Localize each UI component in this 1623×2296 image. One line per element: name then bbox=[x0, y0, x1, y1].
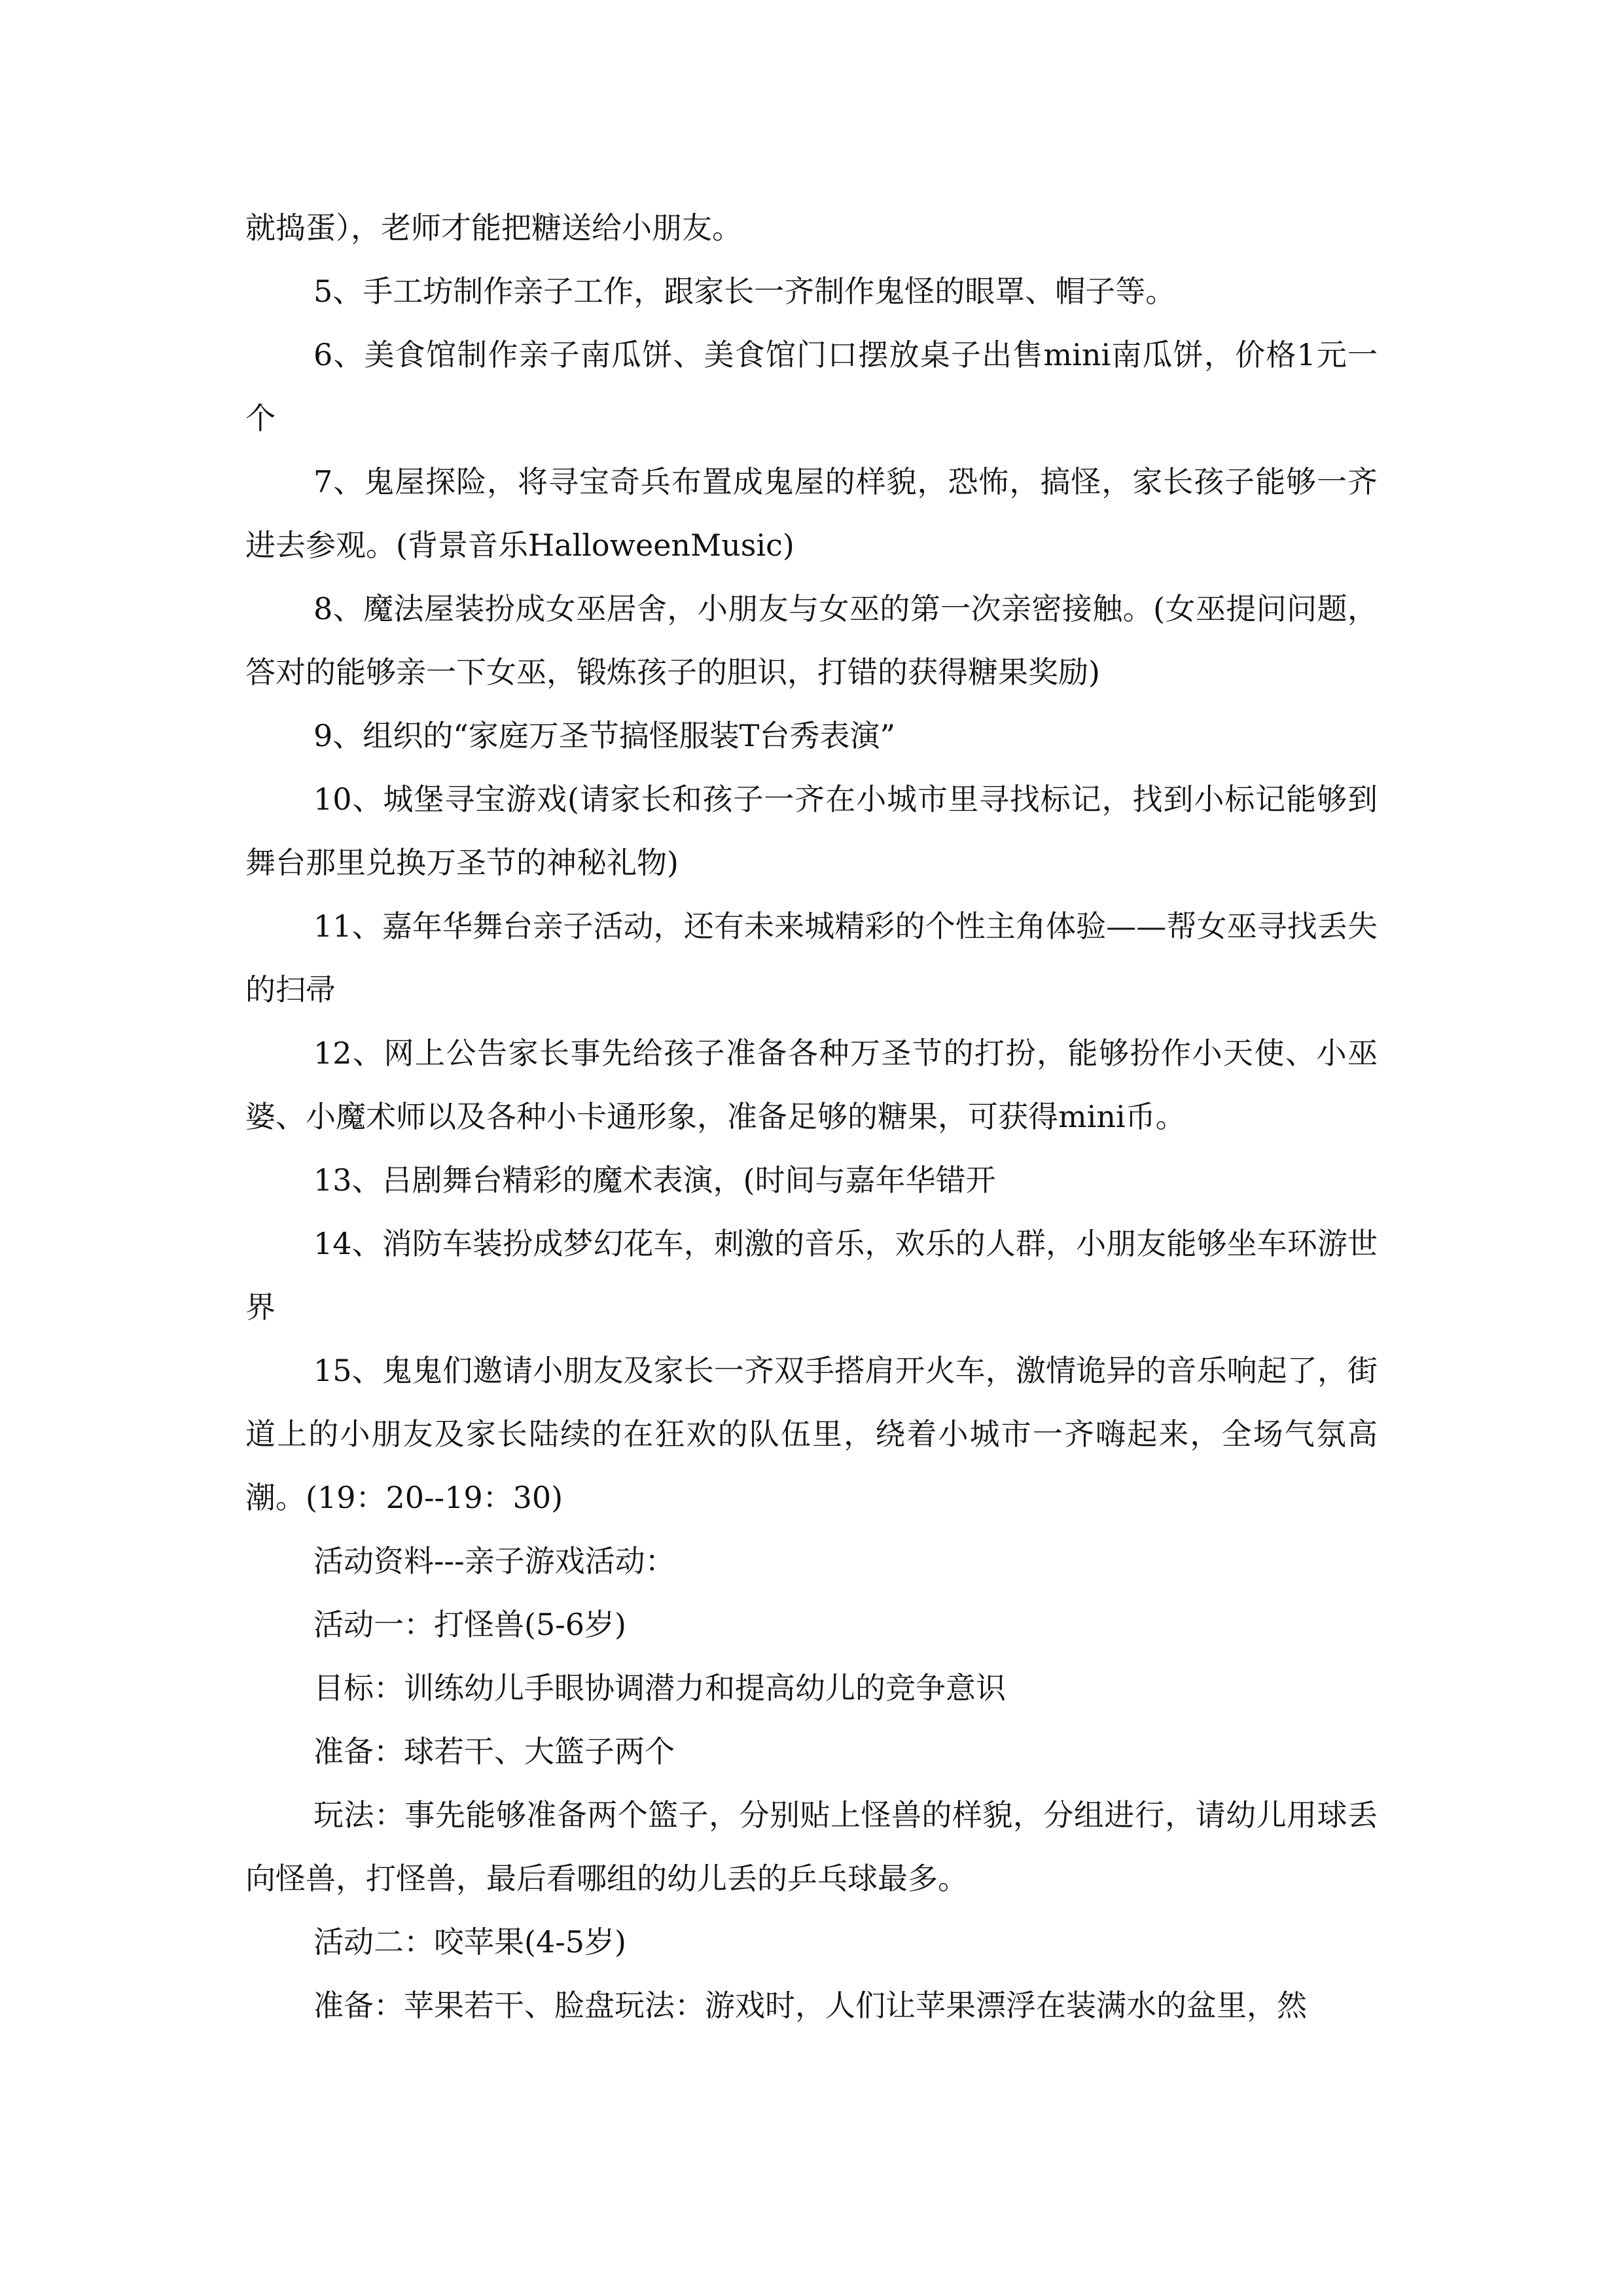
activity-one-goal: 目标：训练幼儿手眼协调潜力和提高幼儿的竞争意识 bbox=[313, 1670, 1006, 1706]
paragraph-item-5: 5、手工坊制作亲子工作，跟家长一齐制作鬼怪的眼罩、帽子等。 bbox=[313, 274, 1176, 309]
activity-one-rules: 玩法：事先能够准备两个篮子，分别贴上怪兽的样貌，分组进行，请幼儿用球丢向怪兽，打怪兽，最后看哪组的幼儿丢的乒乓球最多。 bbox=[245, 1797, 1378, 1896]
document-body bbox=[245, 196, 1378, 2037]
paragraph-item-14: 14、消防车装扮成梦幻花车，刺激的音乐，欢乐的人群，小朋友能够坐车环游世界 bbox=[245, 1226, 1378, 1325]
activity-one-preparation: 准备：球若干、大篮子两个 bbox=[313, 1734, 675, 1769]
activity-one-title: 活动一：打怪兽(5-6岁) bbox=[313, 1607, 626, 1642]
paragraph-item-7: 7、鬼屋探险，将寻宝奇兵布置成鬼屋的样貌，恐怖，搞怪，家长孩子能够一齐进去参观。(背景音乐HalloweenMusic) bbox=[245, 464, 1378, 563]
paragraph-item-11: 11、嘉年华舞台亲子活动，还有未来城精彩的个性主角体验——帮女巫寻找丢失的扫帚 bbox=[245, 908, 1378, 1007]
paragraph-item-10: 10、城堡寻宝游戏(请家长和孩子一齐在小城市里寻找标记，找到小标记能够到舞台那里兑换万圣节的神秘礼物) bbox=[245, 781, 1378, 880]
paragraph-item-12: 12、网上公告家长事先给孩子准备各种万圣节的打扮，能够扮作小天使、小巫婆、小魔术师以及各种小卡通形象，准备足够的糖果，可获得mini币。 bbox=[245, 1035, 1378, 1134]
paragraph-item-9: 9、组织的“家庭万圣节搞怪服装T台秀表演” bbox=[313, 718, 895, 753]
paragraph-item-13: 13、吕剧舞台精彩的魔术表演，(时间与嘉年华错开 bbox=[313, 1162, 996, 1198]
activity-two-preparation: 准备：苹果若干、脸盘玩法：游戏时，人们让苹果漂浮在装满水的盆里，然 bbox=[313, 1988, 1307, 2023]
activity-two-title: 活动二：咬苹果(4-5岁) bbox=[313, 1924, 626, 1960]
paragraph-item-8: 8、魔法屋装扮成女巫居舍，小朋友与女巫的第一次亲密接触。(女巫提问问题，答对的能够亲一下女巫，锻炼孩子的胆识，打错的获得糖果奖励) bbox=[245, 591, 1378, 690]
section-heading-activities: 活动资料---亲子游戏活动： bbox=[313, 1543, 675, 1579]
paragraph-continuation: 就捣蛋），老师才能把糖送给小朋友。 bbox=[245, 210, 742, 245]
paragraph-item-15: 15、鬼鬼们邀请小朋友及家长一齐双手搭肩开火车，激情诡异的音乐响起了，街道上的小朋友及家长陆续的在狂欢的队伍里，绕着小城市一齐嗨起来，全场气氛高潮。(19：20--19：30) bbox=[245, 1353, 1378, 1515]
paragraph-item-6: 6、美食馆制作亲子南瓜饼、美食馆门口摆放桌子出售mini南瓜饼，价格1元一个 bbox=[245, 337, 1378, 436]
